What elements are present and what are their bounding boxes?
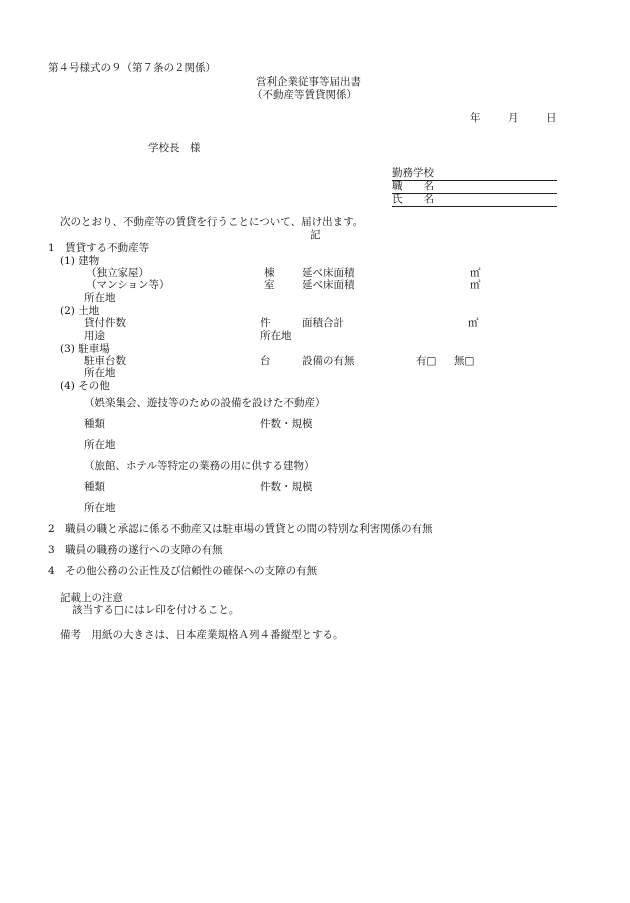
kind-label-2: 種類 [84, 481, 105, 493]
unit-mune: 棟 [264, 267, 275, 279]
section1-heading: 1 賃貸する不動産等 [48, 242, 150, 254]
floor-area-label-1: 延べ床面積 [302, 267, 355, 279]
other-label: (4) その他 [60, 380, 110, 392]
building-location-label: 所在地 [84, 292, 116, 304]
m2-unit-2: ㎡ [470, 279, 481, 291]
scale-label-2: 件数・規模 [260, 481, 313, 493]
position-label: 職 名 [392, 180, 434, 192]
detached-label: （独立家屋） [86, 267, 149, 279]
hotel-label: （旅館、ホテル等特定の業務の用に供する建物） [84, 460, 315, 472]
section3-heading: 3 職員の職務の遂行への支障の有無 [48, 544, 223, 556]
unit-shitsu: 室 [264, 279, 275, 291]
parking-location-label: 所在地 [84, 367, 116, 379]
notes-heading: 記載上の注意 [60, 592, 123, 604]
ki-label: 記 [310, 229, 321, 241]
m2-unit-1: ㎡ [470, 267, 481, 279]
equipment-no-checkbox[interactable]: 無□ [454, 355, 475, 367]
parking-count-label: 駐車台数 [84, 355, 126, 367]
equipment-label: 設備の有無 [302, 355, 355, 367]
date-day-label: 日 [546, 112, 557, 124]
land-label: (2) 土地 [60, 305, 100, 317]
remarks-text: 備考 用紙の大きさは、日本産業規格Ａ列４番縦型とする。 [60, 629, 344, 641]
name-underline [392, 206, 557, 207]
notes-text: 該当する□にはレ印を付けること。 [72, 604, 240, 616]
name-label: 氏 名 [392, 193, 434, 205]
school-label: 勤務学校 [392, 167, 434, 179]
amusement-label: （娯楽集会、遊技等のための設備を設けた不動産） [84, 397, 326, 409]
addressee: 学校長 様 [148, 142, 201, 154]
m2-unit-3: ㎡ [468, 317, 479, 329]
section4-heading: 4 その他公務の公正性及び信頼性の確保への支障の有無 [48, 565, 318, 577]
other-location-label-1: 所在地 [84, 439, 116, 451]
parking-label: (3) 駐車場 [60, 343, 110, 355]
land-count-label: 貸付件数 [84, 317, 126, 329]
section2-heading: 2 職員の職と承認に係る不動産又は駐車場の賃貸との間の特別な利害関係の有無 [48, 523, 433, 535]
land-location-label: 所在地 [260, 330, 292, 342]
land-use-label: 用途 [84, 330, 105, 342]
other-location-label-2: 所在地 [84, 502, 116, 514]
unit-ken: 件 [260, 317, 271, 329]
date-month-label: 月 [508, 112, 519, 124]
form-title: 営利企業従事等届出書 [256, 76, 361, 88]
floor-area-label-2: 延べ床面積 [302, 279, 355, 291]
form-number: 第４号様式の９（第７条の２関係） [48, 62, 216, 74]
mansion-label: （マンション等） [86, 279, 170, 291]
kind-label-1: 種類 [84, 418, 105, 430]
form-subtitle: （不動産等賃貸関係） [252, 89, 357, 101]
equipment-yes-checkbox[interactable]: 有□ [416, 355, 437, 367]
scale-label-1: 件数・規模 [260, 418, 313, 430]
date-year-label: 年 [470, 112, 481, 124]
unit-dai: 台 [260, 355, 271, 367]
building-label: (1) 建物 [60, 255, 100, 267]
intro-text: 次のとおり、不動産等の賃貸を行うことについて、届け出ます。 [60, 216, 364, 228]
area-total-label: 面積合計 [302, 317, 344, 329]
